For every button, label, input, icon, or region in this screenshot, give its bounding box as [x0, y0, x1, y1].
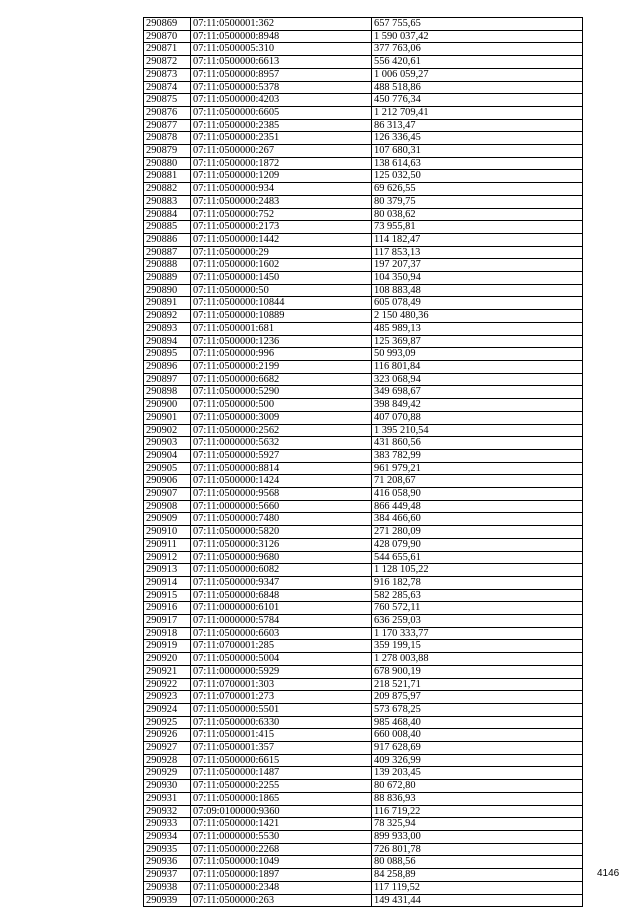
row-number-cell: 290905 — [144, 462, 191, 475]
row-number-cell: 290920 — [144, 653, 191, 666]
cadastral-number-cell: 07:11:0500000:1865 — [191, 792, 372, 805]
row-number-cell: 290894 — [144, 335, 191, 348]
row-number-cell: 290881 — [144, 170, 191, 183]
row-number-cell: 290936 — [144, 856, 191, 869]
row-number-cell: 290879 — [144, 145, 191, 158]
row-number-cell: 290921 — [144, 665, 191, 678]
cadastral-value-cell: 104 350,94 — [372, 272, 583, 285]
cadastral-value-cell: 398 849,42 — [372, 399, 583, 412]
row-number-cell: 290914 — [144, 576, 191, 589]
cadastral-value-cell: 218 521,71 — [372, 678, 583, 691]
cadastral-value-cell: 428 079,90 — [372, 538, 583, 551]
table-row — [144, 373, 583, 386]
cadastral-value-cell: 197 207,37 — [372, 259, 583, 272]
table-row — [144, 284, 583, 297]
cadastral-value-cell: 114 182,47 — [372, 233, 583, 246]
cadastral-number-cell: 07:11:0500000:5378 — [191, 81, 372, 94]
row-number-cell: 290885 — [144, 221, 191, 234]
cadastral-number-cell: 07:11:0500000:4203 — [191, 94, 372, 107]
table-row — [144, 195, 583, 208]
cadastral-value-cell: 126 336,45 — [372, 132, 583, 145]
cadastral-value-cell: 139 203,45 — [372, 767, 583, 780]
row-number-cell: 290929 — [144, 767, 191, 780]
cadastral-number-cell: 07:11:0500000:7480 — [191, 513, 372, 526]
table-row — [144, 348, 583, 361]
table-row — [144, 322, 583, 335]
row-number-cell: 290927 — [144, 742, 191, 755]
row-number-cell: 290934 — [144, 831, 191, 844]
cadastral-number-cell: 07:11:0500000:5927 — [191, 449, 372, 462]
cadastral-number-cell: 07:11:0500000:5290 — [191, 386, 372, 399]
row-number-cell: 290923 — [144, 691, 191, 704]
row-number-cell: 290911 — [144, 538, 191, 551]
cadastral-value-cell: 1 395 210,54 — [372, 424, 583, 437]
row-number-cell: 290909 — [144, 513, 191, 526]
row-number-cell: 290896 — [144, 360, 191, 373]
row-number-cell: 290901 — [144, 411, 191, 424]
row-number-cell: 290925 — [144, 716, 191, 729]
row-number-cell: 290938 — [144, 881, 191, 894]
table-row — [144, 805, 583, 818]
row-number-cell: 290902 — [144, 424, 191, 437]
table-row — [144, 602, 583, 615]
row-number-cell: 290873 — [144, 68, 191, 81]
cadastral-value-cell: 271 280,09 — [372, 526, 583, 539]
cadastral-value-cell: 985 468,40 — [372, 716, 583, 729]
table-row — [144, 310, 583, 323]
cadastral-number-cell: 07:11:0500005:310 — [191, 43, 372, 56]
table-row — [144, 881, 583, 894]
cadastral-number-cell: 07:11:0500000:50 — [191, 284, 372, 297]
cadastral-value-cell: 636 259,03 — [372, 615, 583, 628]
table-row — [144, 30, 583, 43]
row-number-cell: 290874 — [144, 81, 191, 94]
row-number-cell: 290928 — [144, 754, 191, 767]
cadastral-value-cell: 917 628,69 — [372, 742, 583, 755]
cadastral-value-cell: 116 719,22 — [372, 805, 583, 818]
table-row — [144, 640, 583, 653]
table-row — [144, 831, 583, 844]
row-number-cell: 290916 — [144, 602, 191, 615]
cadastral-number-cell: 07:11:0500000:1872 — [191, 157, 372, 170]
row-number-cell: 290876 — [144, 106, 191, 119]
table-row — [144, 742, 583, 755]
row-number-cell: 290886 — [144, 233, 191, 246]
table-row — [144, 792, 583, 805]
cadastral-number-cell: 07:11:0500000:6848 — [191, 589, 372, 602]
row-number-cell: 290869 — [144, 18, 191, 31]
row-number-cell: 290882 — [144, 183, 191, 196]
table-row — [144, 399, 583, 412]
table-row — [144, 526, 583, 539]
table-row — [144, 716, 583, 729]
row-number-cell: 290889 — [144, 272, 191, 285]
cadastral-value-cell: 116 801,84 — [372, 360, 583, 373]
row-number-cell: 290933 — [144, 818, 191, 831]
table-row — [144, 233, 583, 246]
table-row — [144, 56, 583, 69]
cadastral-number-cell: 07:11:0500000:1897 — [191, 869, 372, 882]
row-number-cell: 290919 — [144, 640, 191, 653]
table-row — [144, 18, 583, 31]
cadastral-value-cell: 485 989,13 — [372, 322, 583, 335]
cadastral-value-cell: 678 900,19 — [372, 665, 583, 678]
row-number-cell: 290900 — [144, 399, 191, 412]
row-number-cell: 290917 — [144, 615, 191, 628]
row-number-cell: 290932 — [144, 805, 191, 818]
row-number-cell: 290915 — [144, 589, 191, 602]
cadastral-value-cell: 556 420,61 — [372, 56, 583, 69]
table-row — [144, 653, 583, 666]
cadastral-number-cell: 07:11:0500000:6330 — [191, 716, 372, 729]
cadastral-value-cell: 383 782,99 — [372, 449, 583, 462]
row-number-cell: 290887 — [144, 246, 191, 259]
table-row — [144, 678, 583, 691]
cadastral-value-cell: 78 325,94 — [372, 818, 583, 831]
cadastral-value-cell: 125 369,87 — [372, 335, 583, 348]
table-body — [144, 18, 583, 907]
cadastral-number-cell: 07:11:0500000:2351 — [191, 132, 372, 145]
cadastral-value-cell: 108 883,48 — [372, 284, 583, 297]
cadastral-number-cell: 07:11:0500000:9347 — [191, 576, 372, 589]
cadastral-value-cell: 323 068,94 — [372, 373, 583, 386]
row-number-cell: 290895 — [144, 348, 191, 361]
cadastral-number-cell: 07:11:0000000:5632 — [191, 437, 372, 450]
cadastral-number-cell: 07:11:0500000:6082 — [191, 564, 372, 577]
row-number-cell: 290877 — [144, 119, 191, 132]
table-row — [144, 488, 583, 501]
cadastral-value-cell: 1 590 037,42 — [372, 30, 583, 43]
row-number-cell: 290924 — [144, 703, 191, 716]
cadastral-value-cell: 1 128 105,22 — [372, 564, 583, 577]
page-number: 4146 — [597, 868, 620, 879]
row-number-cell: 290897 — [144, 373, 191, 386]
cadastral-number-cell: 07:11:0000000:5784 — [191, 615, 372, 628]
table-row — [144, 780, 583, 793]
table-row — [144, 119, 583, 132]
cadastral-number-cell: 07:11:0500000:3009 — [191, 411, 372, 424]
cadastral-value-cell: 916 182,78 — [372, 576, 583, 589]
cadastral-value-cell: 1 170 333,77 — [372, 627, 583, 640]
row-number-cell: 290937 — [144, 869, 191, 882]
table-row — [144, 208, 583, 221]
row-number-cell: 290898 — [144, 386, 191, 399]
cadastral-number-cell: 07:11:0500000:6682 — [191, 373, 372, 386]
cadastral-number-cell: 07:11:0500000:2268 — [191, 843, 372, 856]
table-row — [144, 500, 583, 513]
cadastral-value-cell: 125 032,50 — [372, 170, 583, 183]
cadastral-value-cell: 899 933,00 — [372, 831, 583, 844]
cadastral-number-cell: 07:11:0500000:6605 — [191, 106, 372, 119]
row-number-cell: 290931 — [144, 792, 191, 805]
cadastral-number-cell: 07:11:0500000:8957 — [191, 68, 372, 81]
table-row — [144, 615, 583, 628]
cadastral-number-cell: 07:11:0500000:1049 — [191, 856, 372, 869]
cadastral-value-cell: 760 572,11 — [372, 602, 583, 615]
cadastral-value-cell: 117 119,52 — [372, 881, 583, 894]
cadastral-number-cell: 07:11:0500000:6615 — [191, 754, 372, 767]
table-row — [144, 386, 583, 399]
table-row — [144, 132, 583, 145]
cadastral-number-cell: 07:11:0700001:303 — [191, 678, 372, 691]
cadastral-number-cell: 07:11:0500000:500 — [191, 399, 372, 412]
table-row — [144, 157, 583, 170]
table-row — [144, 68, 583, 81]
cadastral-number-cell: 07:11:0500000:267 — [191, 145, 372, 158]
cadastral-number-cell: 07:11:0500000:6603 — [191, 627, 372, 640]
cadastral-number-cell: 07:11:0500000:1450 — [191, 272, 372, 285]
cadastral-value-cell: 605 078,49 — [372, 297, 583, 310]
table-row — [144, 360, 583, 373]
row-number-cell: 290888 — [144, 259, 191, 272]
cadastral-value-cell: 416 058,90 — [372, 488, 583, 501]
row-number-cell: 290910 — [144, 526, 191, 539]
cadastral-number-cell: 07:11:0000000:5929 — [191, 665, 372, 678]
row-number-cell: 290883 — [144, 195, 191, 208]
cadastral-number-cell: 07:11:0500001:362 — [191, 18, 372, 31]
table-row — [144, 475, 583, 488]
cadastral-value-cell: 86 313,47 — [372, 119, 583, 132]
table-row — [144, 81, 583, 94]
cadastral-value-cell: 149 431,44 — [372, 894, 583, 907]
cadastral-number-cell: 07:11:0500001:415 — [191, 729, 372, 742]
cadastral-value-cell: 80 379,75 — [372, 195, 583, 208]
table-row — [144, 627, 583, 640]
cadastral-number-cell: 07:11:0500000:1421 — [191, 818, 372, 831]
table-row — [144, 272, 583, 285]
cadastral-value-cell: 431 860,56 — [372, 437, 583, 450]
cadastral-value-cell: 117 853,13 — [372, 246, 583, 259]
cadastral-number-cell: 07:11:0500000:10844 — [191, 297, 372, 310]
cadastral-number-cell: 07:11:0500000:1236 — [191, 335, 372, 348]
row-number-cell: 290930 — [144, 780, 191, 793]
cadastral-value-cell: 377 763,06 — [372, 43, 583, 56]
table-row — [144, 589, 583, 602]
table-row — [144, 691, 583, 704]
table-row — [144, 449, 583, 462]
cadastral-number-cell: 07:11:0500000:5820 — [191, 526, 372, 539]
cadastral-value-cell: 80 672,80 — [372, 780, 583, 793]
cadastral-number-cell: 07:09:0100000:9360 — [191, 805, 372, 818]
cadastral-number-cell: 07:11:0500000:8814 — [191, 462, 372, 475]
cadastral-number-cell: 07:11:0500000:2199 — [191, 360, 372, 373]
cadastral-value-cell: 866 449,48 — [372, 500, 583, 513]
row-number-cell: 290913 — [144, 564, 191, 577]
cadastral-number-cell: 07:11:0000000:6101 — [191, 602, 372, 615]
cadastral-value-cell: 71 208,67 — [372, 475, 583, 488]
row-number-cell: 290872 — [144, 56, 191, 69]
row-number-cell: 290892 — [144, 310, 191, 323]
cadastral-value-cell: 107 680,31 — [372, 145, 583, 158]
cadastral-value-cell: 80 038,62 — [372, 208, 583, 221]
table-row — [144, 462, 583, 475]
table-row — [144, 754, 583, 767]
table-row — [144, 94, 583, 107]
cadastral-value-cell: 88 836,93 — [372, 792, 583, 805]
cadastral-value-cell: 1 006 059,27 — [372, 68, 583, 81]
table-row — [144, 411, 583, 424]
row-number-cell: 290884 — [144, 208, 191, 221]
cadastral-number-cell: 07:11:0500000:263 — [191, 894, 372, 907]
table-row — [144, 729, 583, 742]
table-row — [144, 437, 583, 450]
cadastral-number-cell: 07:11:0500000:752 — [191, 208, 372, 221]
row-number-cell: 290878 — [144, 132, 191, 145]
table-row — [144, 106, 583, 119]
row-number-cell: 290908 — [144, 500, 191, 513]
table-row — [144, 424, 583, 437]
cadastral-value-cell: 409 326,99 — [372, 754, 583, 767]
cadastral-value-cell: 1 278 003,88 — [372, 653, 583, 666]
row-number-cell: 290935 — [144, 843, 191, 856]
cadastral-number-cell: 07:11:0000000:5530 — [191, 831, 372, 844]
cadastral-value-cell: 660 008,40 — [372, 729, 583, 742]
table-row — [144, 513, 583, 526]
row-number-cell: 290903 — [144, 437, 191, 450]
cadastral-value-cell: 349 698,67 — [372, 386, 583, 399]
cadastral-value-table — [143, 17, 583, 907]
row-number-cell: 290880 — [144, 157, 191, 170]
table-row — [144, 665, 583, 678]
cadastral-value-cell: 657 755,65 — [372, 18, 583, 31]
row-number-cell: 290918 — [144, 627, 191, 640]
table-row — [144, 576, 583, 589]
cadastral-number-cell: 07:11:0700001:285 — [191, 640, 372, 653]
row-number-cell: 290870 — [144, 30, 191, 43]
cadastral-number-cell: 07:11:0500000:996 — [191, 348, 372, 361]
cadastral-number-cell: 07:11:0700001:273 — [191, 691, 372, 704]
cadastral-value-cell: 488 518,86 — [372, 81, 583, 94]
row-number-cell: 290890 — [144, 284, 191, 297]
cadastral-value-cell: 138 614,63 — [372, 157, 583, 170]
table-row — [144, 246, 583, 259]
cadastral-value-cell: 50 993,09 — [372, 348, 583, 361]
cadastral-value-cell: 73 955,81 — [372, 221, 583, 234]
cadastral-number-cell: 07:11:0500000:1424 — [191, 475, 372, 488]
cadastral-value-cell: 84 258,89 — [372, 869, 583, 882]
row-number-cell: 290891 — [144, 297, 191, 310]
cadastral-value-cell: 80 088,56 — [372, 856, 583, 869]
row-number-cell: 290871 — [144, 43, 191, 56]
cadastral-number-cell: 07:11:0500000:10889 — [191, 310, 372, 323]
cadastral-value-cell: 209 875,97 — [372, 691, 583, 704]
table-row — [144, 818, 583, 831]
cadastral-number-cell: 07:11:0500000:6613 — [191, 56, 372, 69]
cadastral-number-cell: 07:11:0500000:1442 — [191, 233, 372, 246]
table-row — [144, 856, 583, 869]
cadastral-value-cell: 384 466,60 — [372, 513, 583, 526]
table-row — [144, 170, 583, 183]
cadastral-number-cell: 07:11:0500000:2173 — [191, 221, 372, 234]
cadastral-number-cell: 07:11:0500000:934 — [191, 183, 372, 196]
cadastral-number-cell: 07:11:0500000:2348 — [191, 881, 372, 894]
cadastral-number-cell: 07:11:0500000:5501 — [191, 703, 372, 716]
row-number-cell: 290904 — [144, 449, 191, 462]
cadastral-number-cell: 07:11:0000000:5660 — [191, 500, 372, 513]
cadastral-value-cell: 961 979,21 — [372, 462, 583, 475]
cadastral-number-cell: 07:11:0500000:2562 — [191, 424, 372, 437]
cadastral-value-cell: 359 199,15 — [372, 640, 583, 653]
cadastral-number-cell: 07:11:0500000:9568 — [191, 488, 372, 501]
table-row — [144, 564, 583, 577]
row-number-cell: 290926 — [144, 729, 191, 742]
cadastral-value-cell: 407 070,88 — [372, 411, 583, 424]
cadastral-value-cell: 2 150 480,36 — [372, 310, 583, 323]
row-number-cell: 290875 — [144, 94, 191, 107]
row-number-cell: 290939 — [144, 894, 191, 907]
row-number-cell: 290893 — [144, 322, 191, 335]
row-number-cell: 290906 — [144, 475, 191, 488]
cadastral-number-cell: 07:11:0500000:29 — [191, 246, 372, 259]
table-row — [144, 538, 583, 551]
table-row — [144, 551, 583, 564]
cadastral-number-cell: 07:11:0500000:1602 — [191, 259, 372, 272]
cadastral-value-cell: 1 212 709,41 — [372, 106, 583, 119]
cadastral-value-cell: 450 776,34 — [372, 94, 583, 107]
table-row — [144, 297, 583, 310]
table-row — [144, 221, 583, 234]
table-row — [144, 43, 583, 56]
row-number-cell: 290907 — [144, 488, 191, 501]
table-row — [144, 869, 583, 882]
cadastral-number-cell: 07:11:0500000:3126 — [191, 538, 372, 551]
cadastral-number-cell: 07:11:0500001:357 — [191, 742, 372, 755]
cadastral-number-cell: 07:11:0500000:1209 — [191, 170, 372, 183]
table-row — [144, 145, 583, 158]
table-row — [144, 335, 583, 348]
table-row — [144, 183, 583, 196]
table-row — [144, 703, 583, 716]
row-number-cell: 290912 — [144, 551, 191, 564]
cadastral-value-cell: 544 655,61 — [372, 551, 583, 564]
row-number-cell: 290922 — [144, 678, 191, 691]
cadastral-number-cell: 07:11:0500000:9680 — [191, 551, 372, 564]
cadastral-value-cell: 726 801,78 — [372, 843, 583, 856]
cadastral-value-cell: 69 626,55 — [372, 183, 583, 196]
table-row — [144, 259, 583, 272]
cadastral-value-cell: 573 678,25 — [372, 703, 583, 716]
table-row — [144, 843, 583, 856]
cadastral-number-cell: 07:11:0500000:2255 — [191, 780, 372, 793]
cadastral-number-cell: 07:11:0500000:5004 — [191, 653, 372, 666]
cadastral-number-cell: 07:11:0500000:1487 — [191, 767, 372, 780]
cadastral-value-cell: 582 285,63 — [372, 589, 583, 602]
cadastral-number-cell: 07:11:0500000:2385 — [191, 119, 372, 132]
cadastral-number-cell: 07:11:0500000:2483 — [191, 195, 372, 208]
cadastral-number-cell: 07:11:0500000:8948 — [191, 30, 372, 43]
table-row — [144, 767, 583, 780]
cadastral-number-cell: 07:11:0500001:681 — [191, 322, 372, 335]
